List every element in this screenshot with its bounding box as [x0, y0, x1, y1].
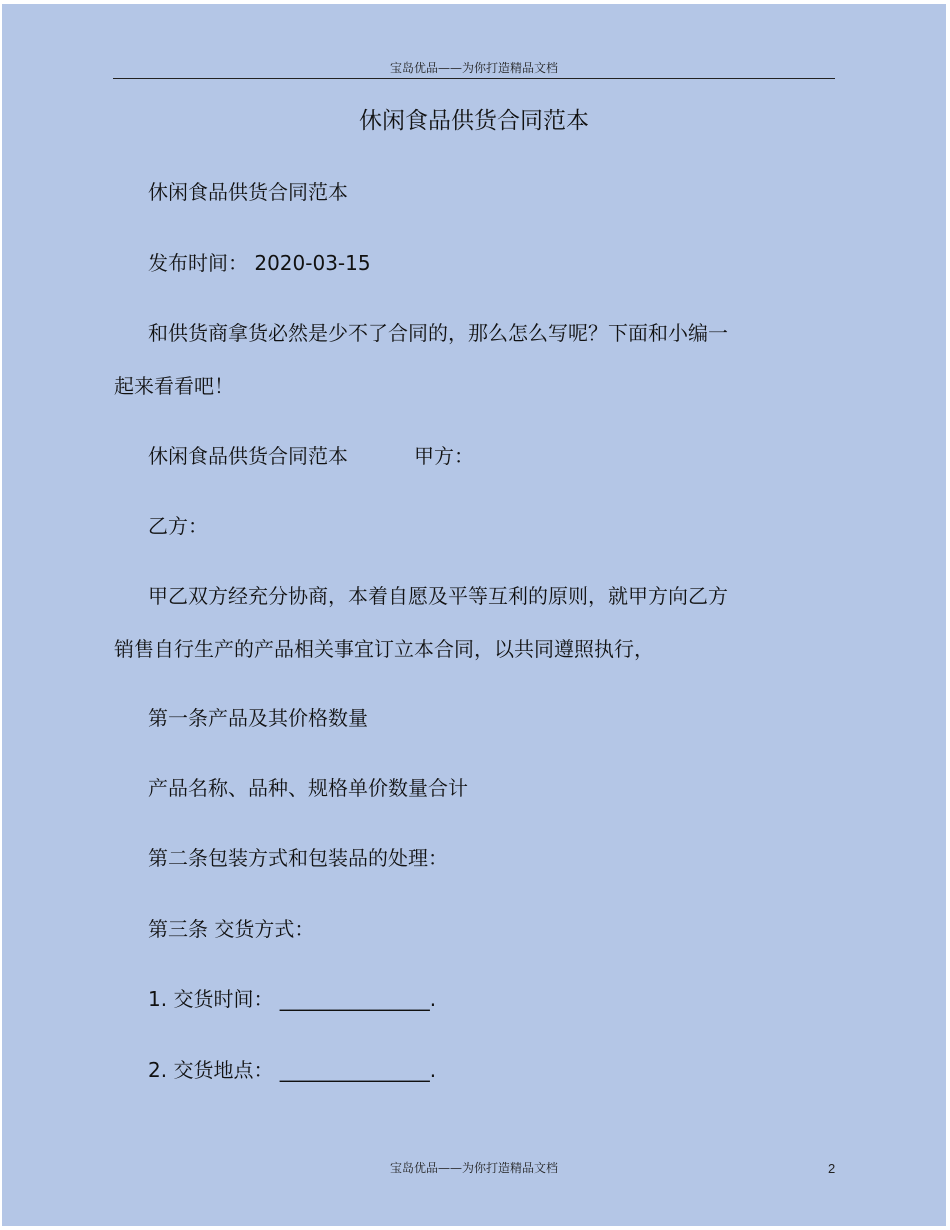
- paragraph-line: 起来看看吧！: [114, 374, 234, 398]
- clause-heading: 第一条产品及其价格数量: [148, 706, 368, 730]
- clause-heading: 第三条 交货方式：: [148, 917, 315, 941]
- document-page: [2, 4, 946, 1226]
- document-title: 休闲食品供货合同范本: [359, 108, 589, 134]
- party-b-label: 乙方：: [148, 514, 208, 538]
- party-a-label: 甲方：: [414, 444, 474, 468]
- page-header: 宝岛优品——为你打造精品文档: [389, 61, 558, 75]
- publish-date-line: 发布时间： 2020-03-15: [148, 251, 371, 275]
- paragraph-line: 休闲食品供货合同范本: [148, 180, 348, 204]
- paragraph-line: 销售自行生产的产品相关事宜订立本合同，以共同遵照执行，: [114, 637, 654, 661]
- page-footer: 宝岛优品——为你打造精品文档: [389, 1161, 558, 1175]
- list-item: 1. 交货时间： _______________.: [148, 987, 437, 1011]
- clause-heading: 第二条包装方式和包装品的处理：: [148, 846, 448, 870]
- paragraph-line: 甲乙双方经充分协商，本着自愿及平等互利的原则，就甲方向乙方: [148, 584, 728, 608]
- page-number: 2: [828, 1161, 836, 1176]
- paragraph-line: 产品名称、品种、规格单价数量合计: [148, 776, 468, 800]
- party-line: [148, 444, 474, 468]
- paragraph-line: 和供货商拿货必然是少不了合同的，那么怎么写呢？下面和小编一: [148, 321, 728, 345]
- paragraph-text: 休闲食品供货合同范本: [148, 444, 348, 468]
- list-item: 2. 交货地点： _______________.: [148, 1058, 437, 1082]
- header-rule: [113, 78, 835, 79]
